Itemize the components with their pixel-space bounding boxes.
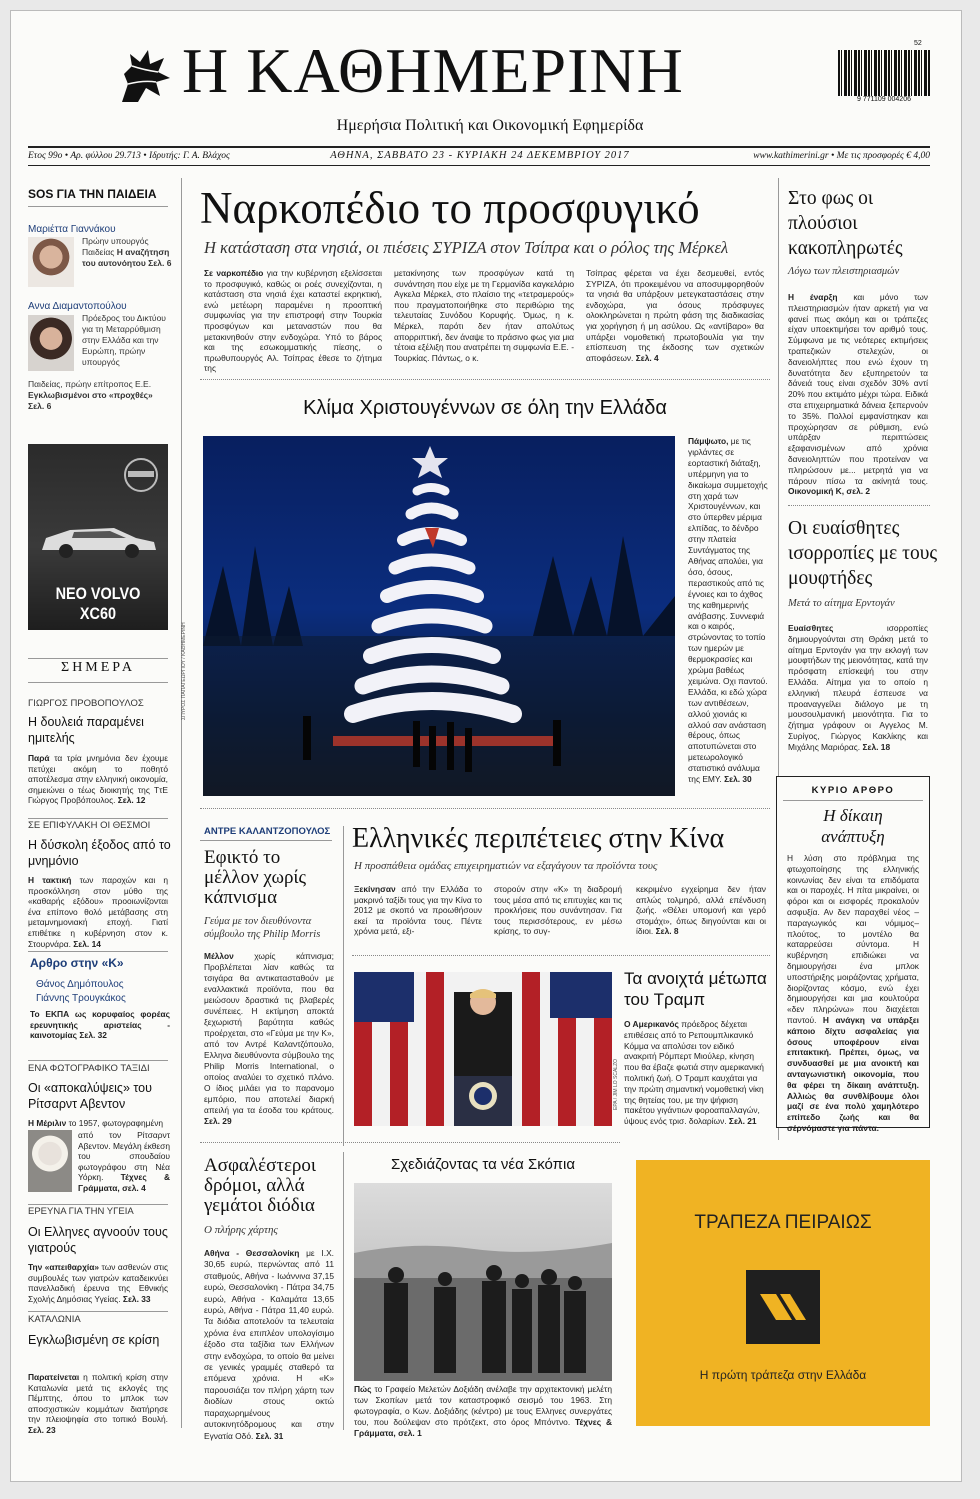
smoking-lead: Μέλλον [204, 951, 255, 961]
christmas-photo-credit: ΣΠΥΡΟΣ ΠΑΠΑΓΕΩΡΓΙΟΥ / ΚΑΘΗΜΕΡΙΝΗ [181, 622, 187, 720]
today-2-page: Σελ. 14 [73, 938, 101, 949]
trump-text [624, 1019, 766, 1129]
piraeus-bank-tagline: Η πρώτη τράπεζα στην Ελλάδα [699, 1368, 867, 1382]
china-headline[interactable]: Ελληνικές περιπέτειες στην Κίνα [352, 823, 725, 854]
christmas-tree-photo [203, 436, 675, 796]
trump-body: πρόεδρος δέχεται επιθέσεις από το Ρεπουμπλικανικό Κόμμα να απολύσει τον ειδικό ανακριτή Ρόμπερτ Μιούλερ, κίνηση που θα έβαζε φωτιά στην αμερικανική πολιτική ζωή. Ο Τραμπ καυχάται για την πρώτη σημαντική νομοθετική νίκη της θητείας του, με την ψήφιση πακέτου γιγάντιων φοροαπαλλαγών, ύψους ενός τρισ. δολαρίων. [624, 1019, 764, 1127]
today-2-text [28, 875, 169, 949]
editorial-body: Η λύση στο πρόβλημα της φτωχοποίησης της ελληνικής κοινωνίας δεν είναι τα επιδόματα και οι παροχές. Η πίτα μικραίνει, οι φόροι και οι εισφορές προκαλούν ασφυξία. Αν δεν παραχθεί νέος –παραγωγικός και νόμιμος– πλούτος, το μοντέλο θα καταρρεύσει σύντομα. Η κυβέρνηση επιδιώκει να δημιουργήσει ένα μπλοκ υποστήριξης μοιράζοντας χρήματα, διορίζοντας κόσμο, ενώ έχει δημιουργήσει και μια κουλτούρα «δεν πληρώνω» που διαχέεται παντού. [787, 853, 919, 1025]
piraeus-logo-icon [746, 1270, 820, 1344]
catalonia-label: ΚΑΤΑΛΩΝΙΑ [28, 1314, 81, 1325]
today-1-page: Σελ. 12 [117, 795, 146, 806]
website-price: www.kathimerini.gr • Με τις προσφορές € 4,00 [753, 151, 930, 161]
today-1-lead: Παρά [28, 753, 55, 763]
date-line: ΑΘΗΝΑ, ΣΑΒΒΑΤΟ 23 - ΚΥΡΙΑΚΗ 24 ΔΕΚΕΜΒΡΙΟΥ 2017 [330, 150, 630, 161]
today-1-author: ΓΙΩΡΓΟΣ ΠΡΟΒΟΠΟΥΛΟΣ [28, 698, 144, 709]
balance-body: ισορροπίες δημιουργούνται στη Θράκη μετά το αίτημα Ερντογάν για την εκλογή των μουφτήδων της μειονότητας, κατά την πρόσφατη επίσκεψή του στην Ελλάδα. Αίτημα για το οποίο η ελληνική πλευρά έσπευσε να προαναγγείλει διάλογο με τη μουσουλμανική μειονότητα. Για το ζήτημα γράφουν οι Αγγελος Μ. Συρίγος, Γιώργος Κακλίκης και Μιχάλης Μαριόρας. [788, 623, 928, 752]
trump-lead: Ο Αμερικανός [624, 1019, 682, 1029]
china-deck: Η προσπάθεια ομάδας επιχειρηματιών να εξαγάγουν τα προϊόντα τους [354, 860, 658, 872]
barcode-issue: 52 [914, 40, 922, 47]
rich-deck: Λόγω των πλειστηριασμών [788, 266, 900, 277]
catalonia-page: Σελ. 23 [28, 1424, 56, 1435]
today-2-headline[interactable]: Η δύσκολη έξοδος από το μνημόνιο [28, 838, 171, 868]
person-caption-2: Πρόεδρος του Δικτύου για τη Μεταρρύθμιση στην Ελλάδα και την Ευρώπη, πρώην υπουργός [82, 313, 166, 367]
person-caption-2b [28, 379, 168, 412]
person-caption-2b-bold: Εγκλωβισμένοι στο «προχθές» [28, 390, 153, 400]
health-page: Σελ. 33 [122, 1293, 151, 1304]
smoking-deck: Γεύμα με τον διευθύνοντα σύμβουλο της Philip Morris [204, 916, 321, 940]
photo-trip-lead-rest: το 1957, φωτογραφημένη [68, 1118, 164, 1128]
roads-headline[interactable]: Ασφαλέστεροι δρόμοι, αλλά γεμάτοι διόδια [204, 1155, 317, 1216]
person-caption-1 [82, 236, 172, 269]
today-2-lead: Η τακτική [28, 875, 80, 885]
trump-headline[interactable]: Τα ανοιχτά μέτωπα του Τραμπ [624, 969, 767, 1009]
skopia-lead: Πώς [354, 1384, 375, 1394]
christmas-lead: Πάμψωτο, [688, 436, 731, 446]
volvo-logo-icon [124, 458, 158, 492]
person-name-1: Μαριέττα Γιαννάκου [28, 224, 116, 235]
article-k-page: Σελ. 32 [79, 1030, 107, 1041]
rich-text [788, 292, 928, 497]
today-1-body: τα τρία μνημόνια δεν έχουμε πετύχει ακόμη το ποθητό αποτέλεσμα στην ελληνική οικονομία, σημειώνει ο τέως διοικητής της ΤτΕ Γιώργος Προβόπουλος. [28, 753, 168, 806]
photo-trip-lead-bold: Η Μέριλιν [28, 1118, 69, 1128]
lead-col-3 [586, 268, 764, 372]
balance-headline[interactable]: Οι ευαίσθητες ισορροπίες με τους μουφτήδες [788, 518, 938, 589]
masthead-title: Η ΚΑΘΗΜΕΡΙΝΗ [182, 35, 684, 106]
china-col-3 [636, 884, 766, 944]
christmas-headline[interactable]: Κλίμα Χριστουγέννων σε όλη την Ελλάδα [303, 397, 667, 419]
trump-page: Σελ. 21 [728, 1116, 757, 1127]
christmas-text [688, 436, 770, 802]
skopia-caption [354, 1384, 612, 1438]
lead-subheadline: Η κατάσταση στα νησιά, οι πιέσεις ΣΥΡΙΖΑ στον Τσίπρα και ο ρόλος της Μέρκελ [204, 238, 729, 257]
left-column-divider [181, 178, 182, 1428]
today-section-title: ΣΗΜΕΡΑ [61, 660, 135, 675]
smoking-body: χωρίς κάπνισμα; Προβλέπεται λίαν καθώς τα τσιγάρα θα αντικατασταθούν με εναλλακτικά προϊόντα, που θα μειώσουν δραστικά τις βλαβερές συνέπειες. Η εκτίμηση αποκτά ξεχωριστή βαρύτητα καθώς προέρχεται, στο «Γεύμα με την Κ», από τον Αντρέ Καλαντζόπουλο, Ελληνα διευθύνοντα σύμβουλο της Philip Morris International, ο οποίος αναλύει το σχετικό πλάνο. Ο ίδιος μιλάει για το παρανομο εμπόριο, που αποτελεί διαρκή απειλή για τα έσοδα του κράτους. [204, 951, 334, 1115]
person-caption-1-bold: Η αναζήτηση του αυτονόητου [82, 247, 170, 268]
lead-col-3-page: Σελ. 4 [635, 352, 659, 363]
article-k-body: Το ΕΚΠΑ ως κορυφαίος φορέας ερευνητικής αριστείας - καινοτομίας [30, 1009, 170, 1041]
catalonia-text [28, 1372, 168, 1435]
today-2-body: των παροχών και η προσκόλληση στον μύθο της «καθαρής εξόδου» προοιωνίζονται ένα επίπονο θολό μετάβασης στη μεταμνημονιακή εποχή. Γιατί επιθέτικε η κυβέρνηση στον κ. Στουρνάρα. [28, 875, 169, 949]
car-icon [36, 520, 160, 560]
photo-trip-text [78, 1130, 170, 1196]
smoking-author: ΑΝΤΡΕ ΚΑΛΑΝΤΖΟΠΟΥΛΟΣ [204, 826, 331, 837]
piraeus-bank-name: ΤΡΑΠΕΖΑ ΠΕΙΡΑΙΩΣ [694, 1212, 872, 1233]
catalonia-lead: Παρατείνεται [28, 1372, 84, 1382]
barcode-number: 9 771109 004206 [857, 96, 911, 103]
photo-trip-headline[interactable]: Οι «αποκαλύψεις» του Ρίτσαρντ Αβεντον [28, 1081, 152, 1111]
rich-body: και μόνο των πλειστηριασμών ήταν αρκετή για να φανεί πως ακόμη και οι τράπεζες είχαν υποεκτιμήσει τον αριθμό τους. Σύμφωνα με τις νεότερες εκτιμήσεις τραπεζικών στελεχών, οι δανειολήπτες που ενώ έχουν τη δυνατότητα δεν εξυπηρετούν τα δάνειά τους είναι σχεδόν 30% αντί 20% που εκτιμάτο μέχρι τώρα. Ειδικά στα επιχειρηματικά δάνεια ξεπερνούν το 35%. Πολλοί εμφανίστηκαν και προχώρησαν σε ρύθμιση, ενώ υπάρξαν περιπτώσεις εξαφανισμένων από χρόνια δανειοληπτών που προτείναν να πληρώσουν με... μετρητά για να πάρουν πίσω τα ακίνητά τους. [788, 292, 928, 486]
smoking-headline[interactable]: Εφικτό το μέλλον χωρίς κάπνισμα [204, 847, 307, 908]
catalonia-headline[interactable]: Εγκλωβισμένη σε κρίση [28, 1333, 160, 1347]
health-label: ΕΡΕΥΝΑ ΓΙΑ ΤΗΝ ΥΓΕΙΑ [28, 1206, 134, 1217]
christmas-page: Σελ. 30 [724, 774, 752, 785]
skopia-headline[interactable]: Σχεδιάζοντας τα νέα Σκόπια [390, 1156, 576, 1173]
photo-trip-label: ΕΝΑ ΦΩΤΟΓΡΑΦΙΚΟ ΤΑΞΙΔΙ [28, 1063, 150, 1074]
editorial-box [776, 776, 930, 1133]
person-caption-2b-page: Σελ. 6 [28, 401, 52, 411]
portrait-photo-1 [28, 237, 74, 287]
roads-lead: Αθήνα - Θεσσαλονίκη [204, 1248, 307, 1258]
rich-headline[interactable]: Στο φως οι πλούσιοι κακοπληρωτές [788, 188, 903, 259]
lead-col-1 [204, 268, 382, 372]
volvo-ad-text: ΝΕΟ VOLVO XC60 [55, 584, 141, 623]
china-col-2: στορούν στην «Κ» τη διαδρομή τους μέσα από τις επιτυχίες και τις προκλήσεις που συνάντησαν. Για τους περισσότερους, εν μέσω κρίσης, το συγ- [494, 884, 622, 937]
article-k-text [30, 1009, 170, 1041]
masthead-logo-icon [114, 44, 176, 106]
person-name-2: Αννα Διαμαντοπούλου [28, 301, 127, 312]
person-caption-1-page: Σελ. 6 [148, 258, 172, 268]
article-k-title: Αρθρο στην «Κ» [30, 956, 124, 970]
skopia-body: το Γραφείο Μελετών Δοξιάδη ανέλαβε την αρχιτεκτονική μελέτη των Σκοπίων μετά τον καταστροφικό σεισμό του 1963. Στη φωτογραφία, ο Κων. Δοξιάδης (κέντρο) με τους Ελληνες συνεργάτες του, που δούλεψαν στο πρότζεκτ, στο όρος Μπόντνο. [354, 1384, 612, 1427]
skopia-page: Τέχνες & Γράμματα, σελ. 1 [354, 1417, 612, 1438]
smoking-text [204, 951, 334, 1133]
china-col-1-body: από την Ελλάδα το μακρινό ταξίδι τους για την Κίνα το 2012 με σκοπό να προωθήσουν εκεί τα προϊόντα τους. Πέντε χρόνια μετά, εξι- [354, 884, 482, 937]
person-caption-1-text: Πρώην υπουργός Παιδείας [82, 236, 149, 257]
trump-photo [354, 972, 612, 1126]
rich-lead: Η έναρξη [788, 292, 854, 302]
health-headline[interactable]: Οι Ελληνες αγνοούν τους γιατρούς [28, 1225, 168, 1255]
lead-col-1-body: για την κυβέρνηση εξελίσσεται το προσφυγικό, καθώς οι ροές συνεχίζονται, η κατάσταση στα νησιά έχει καταστεί εκρηκτική, ενώ μετέωρη παραμένει η προοπτική συμφωνίας για την επιστροφή στην Τουρκία προσφύγων και μεταναστών που θα μετακινηθούν στην ενδοχώρα. Υπό το βάρος και της εσωκομματικής πίεσης, ο πρωθυπουργός Αλ. Τσίπρας έθεσε το ζήτημα της [204, 268, 382, 374]
smoking-page: Σελ. 29 [204, 1116, 232, 1126]
masthead-rule-bottom [28, 165, 930, 166]
today-1-text [28, 753, 168, 809]
rich-page: Οικονομική Κ, σελ. 2 [788, 486, 871, 497]
roads-body: με Ι.Χ. 30,65 ευρώ, περνώντας από 11 σταθμούς, Αθήνα - Ιωάννινα 37,15 ευρώ, Θεσσαλονίκη - Πάτρα 34,75 ευρώ, Αθήνα - Καλαμάτα 13,65 ευρώ, Αθήνα - Πάτρα 11,40 ευρώ. Τα διόδια αποτελούν τα τελευταία χρόνια ένα επιπλέον υπολογίσιμο έξοδο στα ταξίδια των Ελλήνων στην ενδοχώρα, το οποίο θα μείνει σε γενικές γραμμές σταθερό τα επόμενα χρόνια. Η «Κ» παρουσιάζει τον πλήρη χάρτη των διοδίων στους οκτώ παραχωρημένους αυτοκινητόδρομους και στην Εγνατία Οδό. [204, 1248, 334, 1441]
article-k-author-2[interactable]: Γιάννης Τρουγκάκος [36, 993, 126, 1004]
skopia-photo [354, 1183, 612, 1381]
lead-col-1-lead: Σε ναρκοπέδιο [204, 268, 267, 278]
roads-text [204, 1248, 334, 1441]
masthead-subtitle: Ημερήσια Πολιτική και Οικονομική Εφημερίδα [336, 117, 644, 134]
photo-trip-body: από τον Ρίτσαρντ Αβεντον. Μεγάλη έκθεση του σπουδαίου φωτογράφου στη Νέα Υόρκη. [78, 1130, 170, 1183]
balance-deck: Μετά το αίτημα Ερντογάν [788, 598, 895, 609]
editorial-headline[interactable]: Η δίκαιη ανάπτυξη [821, 806, 885, 846]
china-col-3-page: Σελ. 8 [655, 926, 679, 937]
lead-headline[interactable]: Ναρκοπέδιο το προσφυγικό [200, 183, 700, 233]
health-body: των ασθενών στις συμβουλές των γιατρών καταδεικνύει πανελλαδική έρευνα της Εθνικής Σχολής Δημόσιας Υγείας. [28, 1262, 168, 1304]
editorial-label: ΚΥΡΙΟ ΑΡΘΡΟ [811, 785, 895, 796]
editorial-bold: Η ανάγκη να υπάρξει κάποιο δίχτυ ασφαλείας για όσους υποφέρουν είναι επιτακτική. Πρέπει, όμως, να συνδυασθεί με μια ανοικτή και ανταγωνιστική οικονομία, που θα φέρει τη δίκαιη ανάπτυξη. Αλλιώς θα συνθλίβουμε όλοι μαζί σε ένα πολύ χαμηλότερο επίπεδο ζωής και θα σέρνόμαστε για πάντα. [787, 1014, 919, 1133]
lead-col-2: μετακίνησης των προσφύγων κατά τη συνάντηση που είχε με τη Γερμανίδα καγκελάριο Αγκελα Μέρκελ, στο πλαίσιο της «τετραμερούς» που πραγματοποιήθηκε στο περιθώριο της τελευταίας Συνόδου Κορυφής. Όμως, η κ. Μέρκελ, παρότι δεν ήταν απολύτως απορριπτική, δεν άναψε το πράσινο φως για μια τέτοια εξέλιξη που ανατρέπει τη συμφωνία Ε.Ε. - Τουρκίας. Πάντως, ο κ. [394, 268, 574, 363]
monroe-photo [28, 1130, 72, 1192]
left-section-title: SOS ΓΙΑ ΤΗΝ ΠΑΙΔΕΙΑ [28, 187, 157, 201]
catalonia-body: η πολιτική κρίση στην Καταλωνία μετά τις εκλογές της Πέμπτης, όπου το μπλοκ των αποσχιστικών κομμάτων διατήρησε την πλειοψηφία στο τοπικό Βουλή. [28, 1372, 168, 1425]
christmas-body: με τις γιρλάντες σε εορταστική διάταξη, υπέρμηνη για το δικαίωμα συμμετοχής στη χαρά των Χριστουγέννων, και στο ύπερθεν μέριμα ελπίδας, το δένδρο στην πλατεία Συντάγματος της Αθήνας απολύει, για όσο, όσους, περαστικούς από τις έγνοιες και το άχθος της καθημερινής ανάβασης. Συννεφιά και ο καιρός, στρώνοντας το τοπίο των ημερών με θερμοκρασίες και χρώμα βαθέως χειμώνα. Οχι παντού. Ελλάδα, κι εδώ χώρα των αντιθέσεων, αλλού χιονιάς κι αλλού σαν ανάσταση θέρους, όπως αποτυπώνεται στο μετεωρολογικό στατιστικό ανάλυμα της ΕΜΥ. [688, 436, 768, 785]
health-lead: Την «απειθαρχία» [28, 1262, 102, 1272]
barcode-bars [838, 50, 930, 96]
portrait-photo-2 [28, 315, 74, 371]
balance-text [788, 623, 928, 753]
china-col-3-body: κεκριμένο εγχείρημα δεν ήταν απλώς τολμηρό, αλλά επένδυση ζωής. «Θέλει υπομονή και γερό στομάχι», όπως διηγούνται και οι ίδιοι. [636, 884, 766, 937]
person-caption-2b-text: Παιδείας, πρώην επίτροπος Ε.Ε. [28, 379, 152, 389]
balance-page: Σελ. 18 [862, 741, 891, 752]
today-2-label: ΣΕ ΕΠΙΦΥΛΑΚΗ ΟΙ ΘΕΣΜΟΙ [28, 820, 151, 831]
health-text [28, 1262, 168, 1308]
volvo-ad[interactable] [28, 444, 168, 630]
issue-info: Ετος 99ο • Αρ. φύλλου 29.713 • Ιδρυτής: Γ. Α. Βλάχος [28, 151, 230, 161]
roads-deck: Ο πλήρης χάρτης [204, 1224, 278, 1236]
roads-page: Σελ. 31 [255, 1430, 284, 1441]
article-k-author-1[interactable]: Θάνος Δημόπουλος [36, 979, 124, 990]
barcode [838, 50, 930, 112]
china-col-1-lead: Ξεκίνησαν [354, 884, 402, 894]
editorial-text [787, 853, 919, 1133]
photo-trip-page: Τέχνες & Γράμματα, σελ. 4 [78, 1172, 170, 1193]
trump-photo-credit: EPA / JIM LO SCALZO [613, 1058, 619, 1110]
masthead-rule-top [28, 146, 930, 148]
lead-col-3-body: Τσίπρας φέρεται να έχει δεσμευθεί, εντός ΣΥΡΙΖΑ, ότι προκειμένου να αποσυμφορηθούν τα νησιά θα υπάρξουν μετεγκαταστάσεις στην ενδοχώρα, για όσους πρόσφυγες ολοκληρώνεται η πρώτη φάση της διαδικασίας για χορήγηση ή μη ασύλου. Ως «αντίβαρο» θα υπάρξει νομοθετική πρωτοβουλία για την επίσπευση της έκδοσης των σχετικών αποφάσεων. [586, 268, 764, 363]
balance-lead: Ευαίσθητες [788, 623, 887, 633]
today-1-headline[interactable]: Η δουλειά παραμένει ημιτελής [28, 715, 144, 745]
china-col-1 [354, 884, 482, 944]
piraeus-bank-ad[interactable] [636, 1160, 930, 1426]
